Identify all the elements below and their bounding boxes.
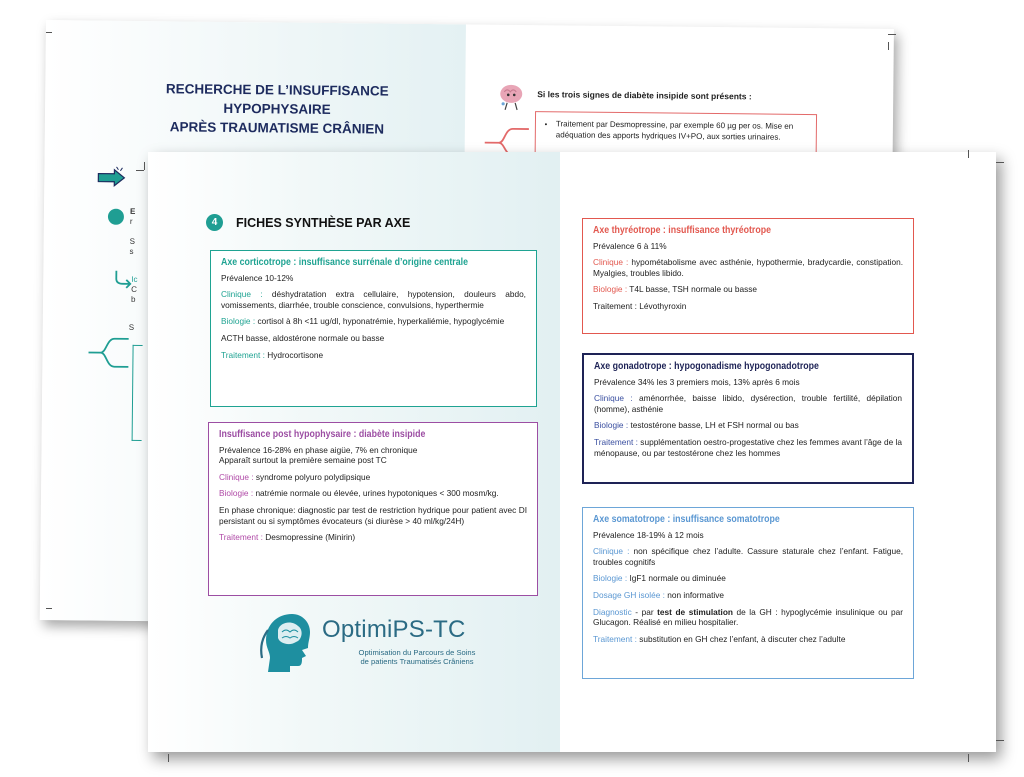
clinique-label: Clinique : bbox=[594, 393, 633, 404]
card-biologie bbox=[219, 488, 527, 499]
crop-mark bbox=[888, 34, 896, 35]
crop-mark bbox=[968, 754, 969, 762]
back-fragment: C bbox=[131, 284, 138, 294]
card-clinique bbox=[593, 257, 903, 278]
clinique-label: Clinique : bbox=[593, 546, 630, 557]
biologie-label: Biologie : bbox=[593, 284, 628, 295]
crop-mark bbox=[136, 170, 144, 171]
diagnostic-label: Diagnostic bbox=[593, 606, 632, 617]
logo-subtitle-line-1: Optimisation du Parcours de Soins bbox=[358, 648, 476, 657]
crop-mark bbox=[888, 42, 889, 50]
teal-branch-arrow-icon bbox=[86, 332, 132, 372]
card-prevalence: Prévalence 18-19% à 12 mois bbox=[593, 529, 704, 540]
biologie-label: Biologie : bbox=[219, 488, 254, 499]
back-fragment: S bbox=[128, 322, 135, 332]
biologie-label: Biologie : bbox=[221, 316, 256, 327]
section-header bbox=[206, 214, 410, 231]
card-traitement bbox=[221, 350, 526, 361]
crop-mark bbox=[46, 608, 52, 609]
logo-subtitle-line-2: de patients Traumatisés Crâniens bbox=[360, 657, 474, 666]
card-biologie bbox=[594, 420, 902, 431]
card-dosage bbox=[593, 590, 903, 601]
card-prevalence: Prévalence 6 à 11% bbox=[593, 240, 667, 251]
diagnostic-post: de la GH : hypoglycémie insulinique ou par Glucagon. Réalisé en milieu hospitalier. bbox=[593, 606, 903, 628]
brain-mascot-icon bbox=[497, 83, 525, 113]
card-acth: ACTH basse, aldostérone normale ou basse bbox=[221, 332, 385, 343]
card-diagnostic bbox=[593, 607, 903, 628]
card-title: Axe gonadotrope : hypogonadisme hypogonadotrope bbox=[594, 361, 819, 372]
card-clinique bbox=[219, 472, 527, 483]
traitement-text: supplémentation oestro-progestative chez les femmes avant l’âge de la ménopause, ou par testostérone chez les hommes bbox=[594, 436, 902, 458]
prevalence-line-2: Apparaît surtout la première semaine post TC bbox=[219, 455, 387, 466]
back-treatment-text: • Traitement par Desmopressine, par exemple 60 µg per os. Mise en adéquation des apports hydriques IV+PO, aux sorties urinaires. bbox=[556, 118, 808, 143]
traitement-text: Hydrocortisone bbox=[264, 349, 324, 360]
diagnostic-pre: - par bbox=[631, 606, 658, 617]
card-traitement bbox=[593, 634, 903, 645]
traitement-label: Traitement : bbox=[593, 633, 637, 644]
card-traitement bbox=[219, 532, 527, 543]
card-prevalence bbox=[219, 445, 527, 466]
back-fragment: s bbox=[129, 246, 134, 256]
teal-curved-arrow-icon bbox=[113, 269, 133, 289]
biologie-text: T4L basse, TSH normale ou basse bbox=[627, 284, 758, 295]
dosage-label: Dosage GH isolée : bbox=[593, 589, 665, 600]
card-prevalence: Prévalence 10-12% bbox=[221, 272, 294, 283]
logo-subtitle bbox=[332, 648, 502, 666]
traitement-label: Traitement : bbox=[221, 349, 265, 360]
card-traitement bbox=[594, 437, 902, 458]
crop-mark bbox=[46, 32, 52, 33]
biologie-text: IgF1 normale ou diminuée bbox=[627, 573, 726, 584]
clinique-label: Clinique : bbox=[593, 257, 629, 268]
crop-mark bbox=[968, 150, 969, 158]
card-gonadotrope bbox=[582, 353, 914, 484]
clinique-text: non spécifique chez l’adulte. Cassure staturale chez l’enfant. Fatigue, troubles cognitifs bbox=[593, 546, 904, 567]
card-title: Axe somatotrope : insuffisance somatotrope bbox=[593, 514, 780, 525]
section-title: FICHES SYNTHÈSE PAR AXE bbox=[236, 215, 411, 230]
clinique-text: hypométabolisme avec asthénie, hypothermie, bradycardie, constipation. Myalgies, troubles libido. bbox=[593, 257, 903, 278]
card-title: Axe thyréotrope : insuffisance thyréotrope bbox=[593, 225, 771, 236]
clinique-text: aménorrhée, baisse libido, dysérection, trouble fertilité, dépilation (homme), asthénie bbox=[594, 393, 902, 414]
prevalence-line-1: Prévalence 16-28% en phase aigüe, 7% en chronique bbox=[219, 444, 418, 455]
crop-mark bbox=[144, 162, 145, 170]
back-title-line-3: APRÈS TRAUMATISME CRÂNIEN bbox=[169, 119, 385, 137]
back-teal-frame bbox=[132, 345, 143, 441]
logo-name: OptimiPS-TC bbox=[322, 616, 466, 643]
card-biologie bbox=[221, 316, 526, 327]
front-page bbox=[148, 152, 996, 752]
clinique-text: syndrome polyuro polydipsique bbox=[253, 471, 371, 482]
crop-mark bbox=[168, 754, 169, 762]
back-fragment: S bbox=[129, 236, 136, 246]
traitement-label: Traitement : bbox=[594, 436, 638, 447]
back-fragment: Ic bbox=[131, 274, 138, 284]
biologie-label: Biologie : bbox=[593, 573, 628, 584]
back-signs-heading: Si les trois signes de diabète insipide sont présents : bbox=[537, 89, 752, 102]
card-title: Axe corticotrope : insuffisance surrénale d’origine centrale bbox=[221, 257, 468, 268]
clinique-label: Clinique : bbox=[221, 289, 263, 300]
back-title-line-1: RECHERCHE DE L’INSUFFISANCE bbox=[165, 81, 389, 99]
back-fragment: r bbox=[129, 216, 133, 226]
back-page-title bbox=[147, 79, 408, 139]
card-clinique bbox=[593, 546, 903, 567]
card-title: Insuffisance post hypophysaire : diabète insipide bbox=[219, 429, 426, 440]
section-number-badge: 4 bbox=[206, 214, 223, 231]
optimips-logo bbox=[258, 608, 498, 678]
card-somatotrope bbox=[582, 507, 914, 679]
traitement-label: Traitement : bbox=[219, 532, 263, 543]
crop-mark bbox=[996, 740, 1004, 741]
biologie-text: natrémie normale ou élevée, urines hypotoniques < 300 mosm/kg. bbox=[253, 488, 499, 499]
card-biologie bbox=[593, 284, 903, 295]
hand-arrow-icon bbox=[96, 167, 128, 189]
clinique-label: Clinique : bbox=[219, 471, 254, 482]
back-fragment: b bbox=[131, 294, 136, 304]
back-step-badge bbox=[108, 209, 124, 225]
back-title-line-2: HYPOPHYSAIRE bbox=[223, 100, 331, 117]
card-corticotrope bbox=[210, 250, 537, 407]
back-fragment: E bbox=[129, 206, 136, 216]
crop-mark bbox=[996, 162, 1004, 163]
card-traitement: Traitement : Lévothyroxin bbox=[593, 300, 687, 311]
card-chronique: En phase chronique: diagnostic par test de restriction hydrique pour patient avec DI persistant ou si symptômes évocateurs (si diurèse > 40 ml/kg/24H) bbox=[219, 504, 527, 526]
traitement-text: Desmopressine (Minirin) bbox=[262, 532, 356, 543]
biologie-label: Biologie : bbox=[594, 420, 629, 431]
card-thyreotrope bbox=[582, 218, 914, 334]
card-clinique bbox=[594, 393, 902, 414]
biologie-text: testostérone basse, LH et FSH normal ou bas bbox=[628, 420, 799, 431]
diagnostic-bold: test de stimulation bbox=[657, 606, 733, 617]
card-biologie bbox=[593, 573, 903, 584]
card-clinique bbox=[221, 289, 526, 310]
head-brain-logo-icon bbox=[258, 608, 324, 678]
traitement-text: substitution en GH chez l’enfant, à discuter chez l’adulte bbox=[636, 633, 846, 644]
biologie-text: cortisol à 8h <11 ug/dl, hyponatrémie, hyperkaliémie, hypoglycémie bbox=[255, 316, 505, 327]
clinique-text: déshydratation extra cellulaire, hypotension, douleurs abdo, vomissements, diarrhée, trouble conscience, convulsions, hyperthermie bbox=[221, 289, 526, 310]
card-diabete-insipide bbox=[208, 422, 538, 596]
card-prevalence: Prévalence 34% les 3 premiers mois, 13% après 6 mois bbox=[594, 376, 800, 387]
dosage-text: non informative bbox=[664, 589, 724, 600]
